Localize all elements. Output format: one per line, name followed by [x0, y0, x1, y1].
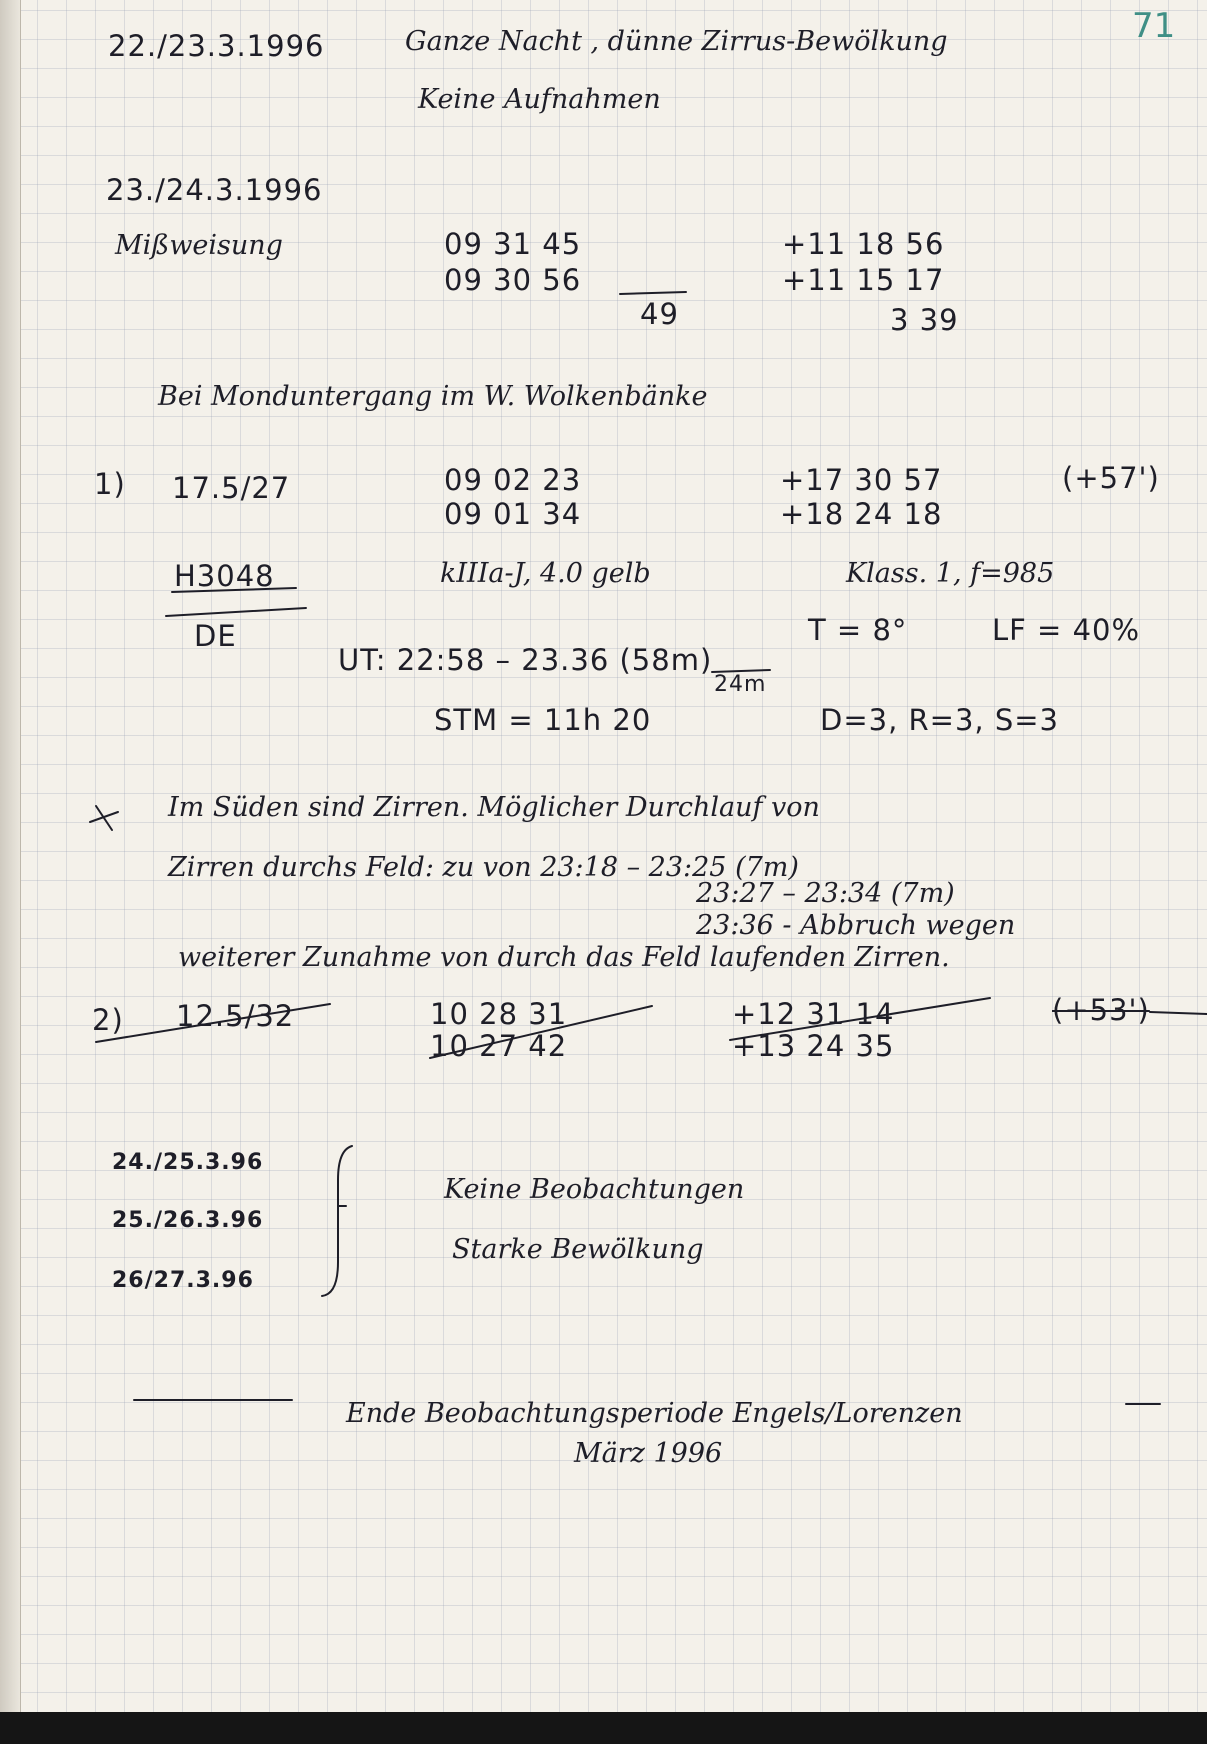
- dec-value: +17 30 57: [780, 463, 943, 497]
- entry-date: 24./25.3.96: [112, 1150, 264, 1175]
- page-number: 71: [1132, 6, 1176, 46]
- observation-index: 2): [92, 1003, 124, 1037]
- moonset-note: Bei Monduntergang im W. Wolkenbänke: [158, 381, 708, 412]
- remark-line: Im Süden sind Zirren. Möglicher Durchlauf von: [168, 792, 820, 823]
- entry-date: 23./24.3.1996: [106, 173, 323, 207]
- plate-fraction-bar: [166, 608, 306, 616]
- missweisung-label: Mißweisung: [115, 230, 283, 261]
- ra-value: 09 02 23: [444, 463, 582, 497]
- entry-date: 26/27.3.96: [112, 1268, 254, 1293]
- plate-id: H3048: [174, 559, 275, 593]
- closing-line: Ende Beobachtungsperiode Engels/Lorenzen: [346, 1398, 963, 1429]
- obs2-ra-strike: [430, 1006, 652, 1058]
- dec-value: +11 18 56: [782, 227, 945, 261]
- ra-value: 09 31 45: [444, 227, 582, 261]
- exposure-ut: UT: 22:58 – 23.36 (58m): [338, 643, 713, 677]
- temperature: T = 8°: [808, 613, 908, 647]
- sidereal-time: STM = 11h 20: [434, 703, 652, 737]
- plate-code: DE: [194, 619, 237, 653]
- entry-note: Starke Bewölkung: [452, 1234, 704, 1265]
- observation-index: 1): [94, 467, 126, 501]
- plate-id-underline: [172, 588, 296, 592]
- remark-line: 23:36 - Abbruch wegen: [696, 910, 1016, 941]
- remark-line: 23:27 – 23:34 (7m): [696, 878, 955, 909]
- exposure-correction: 24m: [714, 672, 767, 697]
- entry-note: Keine Aufnahmen: [418, 84, 661, 115]
- ra-value: 10 27 42: [430, 1029, 568, 1063]
- remark-line: weiterer Zunahme von durch das Feld laufenden Zirren.: [178, 942, 950, 973]
- emulsion-filter: kIIIa-J, 4.0 gelb: [440, 558, 651, 589]
- cross-mark: [90, 806, 118, 830]
- ra-value: 10 28 31: [430, 997, 568, 1031]
- plate-number: 17.5/27: [172, 471, 291, 505]
- remark-line: Zirren durchs Feld: zu von 23:18 – 23:25 (7m): [168, 852, 799, 883]
- margin-dash: [1150, 1012, 1207, 1014]
- closing-line: März 1996: [574, 1438, 723, 1469]
- position-offset: (+53'): [1052, 993, 1150, 1027]
- dec-value: +13 24 35: [732, 1029, 895, 1063]
- dec-difference: 3 39: [890, 303, 959, 337]
- humidity: LF = 40%: [992, 613, 1141, 647]
- ra-value: 09 01 34: [444, 497, 582, 531]
- sum-underline: [620, 292, 686, 294]
- ra-difference: 49: [640, 297, 679, 331]
- entry-note: Ganze Nacht , dünne Zirrus-Bewölkung: [405, 26, 948, 57]
- entry-date: 25./26.3.96: [112, 1208, 264, 1233]
- plate-class: Klass. 1, f=985: [846, 558, 1055, 589]
- dec-value: +18 24 18: [780, 497, 943, 531]
- quality-ratings: D=3, R=3, S=3: [820, 703, 1060, 737]
- scan-border: [0, 1712, 1207, 1744]
- curly-brace: [322, 1146, 352, 1296]
- duration-strike: [712, 670, 770, 672]
- position-offset: (+57'): [1062, 461, 1160, 495]
- obs2-plate-strike: [96, 999, 330, 1042]
- dec-value: +11 15 17: [782, 263, 945, 297]
- dec-value: +12 31 14: [732, 997, 895, 1031]
- obs2-dec-strike: [730, 998, 990, 1040]
- entry-date: 22./23.3.1996: [108, 29, 325, 63]
- ra-value: 09 30 56: [444, 263, 582, 297]
- plate-number: 12.5/32: [176, 999, 295, 1033]
- entry-note: Keine Beobachtungen: [444, 1174, 745, 1205]
